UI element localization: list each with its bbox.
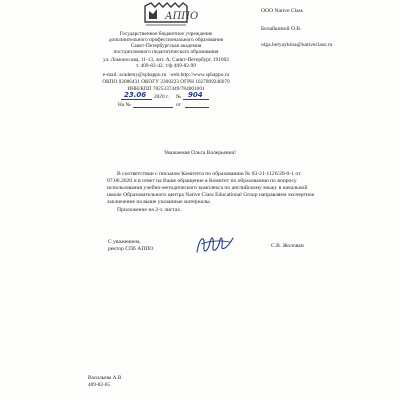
signer-position: ректор СПб АППО bbox=[108, 246, 154, 252]
institution-line: Санкт-Петербургская академия bbox=[130, 43, 202, 49]
in-reply-number-label: На № bbox=[118, 102, 131, 108]
greeting: Уважаемая Ольга Валерьевна! bbox=[163, 150, 237, 156]
executor-phone: 409-82-65 bbox=[88, 382, 111, 388]
institution-line: дополнительного профессионального образования bbox=[108, 37, 224, 43]
in-reply-number-underline bbox=[133, 107, 173, 108]
inn-line: ИНН/КПП 7825337449/784001001 bbox=[127, 86, 205, 92]
paragraph-line: использования учебно-методического комплекса по английскому языку в начальной bbox=[107, 184, 308, 191]
recipient-person: Белайкиной О.В. bbox=[261, 26, 302, 32]
paragraph-line: заключение на выше указанные материалы. bbox=[107, 198, 212, 205]
outgoing-number-handwritten: 904 bbox=[188, 91, 203, 99]
paragraph-line: школе Образовательного центра Native Class Educational Group направляем экспертное bbox=[107, 191, 315, 198]
email-label: e-mail: bbox=[102, 72, 118, 78]
codes-line: ОКПО 02086431 ОКОГУ 2300223 ОГРН 1027809246079 bbox=[102, 79, 230, 85]
handwritten-signature-icon bbox=[194, 232, 236, 258]
recipient-company: ООО Native Class bbox=[261, 8, 303, 14]
outgoing-date-handwritten: 23.06 bbox=[124, 91, 147, 99]
paragraph-line: 07.06.2020 и в ответ на Ваше обращение в Комитет по образованию по вопросу bbox=[107, 177, 297, 184]
phone-line: т. 409-82-42, т/ф 409-82-99 bbox=[136, 63, 196, 69]
address-block bbox=[88, 57, 244, 69]
in-reply-date-underline bbox=[185, 107, 209, 108]
academy-logo-icon bbox=[143, 2, 199, 28]
email-link[interactable]: academy@spbappo.ru bbox=[119, 72, 167, 78]
number-underline bbox=[183, 99, 209, 100]
svg-text:АППО: АППО bbox=[165, 11, 199, 22]
letter-paragraph bbox=[107, 171, 343, 206]
closing: С уважением, bbox=[108, 239, 141, 245]
executor-name: Васильева А.В. bbox=[88, 375, 123, 381]
date-underline bbox=[121, 99, 152, 100]
attachment-note: Приложение на 2-х листах. bbox=[117, 207, 182, 213]
recipient-email[interactable]: olga.belyaykina@nativeclass.ru bbox=[261, 42, 333, 48]
outgoing-year: 2020 г. bbox=[154, 94, 169, 100]
in-reply-from-label: от bbox=[176, 102, 181, 108]
institution-block bbox=[88, 31, 244, 55]
outgoing-number-label: № bbox=[176, 94, 182, 100]
address-line: ул. Ломоносова, 11-13, лит. А, Санкт-Петербург, 191002 bbox=[103, 57, 229, 63]
web-link[interactable]: web:http://www.spbappo.ru bbox=[170, 72, 230, 78]
institution-line: постдипломного педагогического образования bbox=[113, 49, 219, 55]
institution-line: Государственное бюджетное учреждение bbox=[119, 31, 213, 37]
signer-name: С.В. Жолован bbox=[271, 243, 304, 249]
paragraph-line: В соответствии с письмом Комитета по образованию № 03-21-1126/20-0-1 от bbox=[117, 171, 301, 177]
contacts-line bbox=[88, 72, 244, 78]
